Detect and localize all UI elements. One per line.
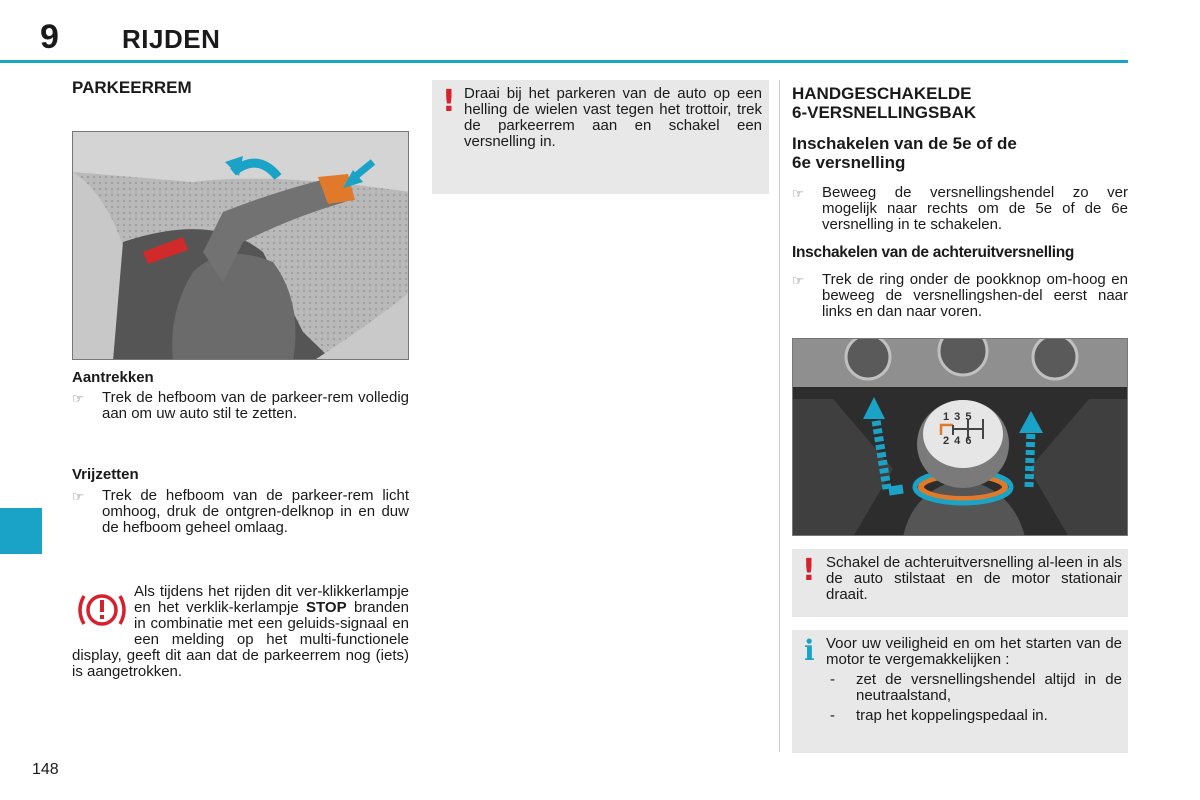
column-divider <box>779 80 780 752</box>
release-heading: Vrijzetten <box>72 466 139 483</box>
reverse-caution-text: Schakel de achteruitversnelling al-leen in als de auto stilstaat en de motor stationair draait. <box>826 554 1123 603</box>
release-step <box>72 488 409 536</box>
chapter-title: RIJDEN <box>122 24 221 54</box>
reverse-caution-box <box>792 549 1128 617</box>
knob-top-gears: 1 3 5 <box>943 411 973 423</box>
section-title-parking-brake: PARKEERREM <box>72 78 192 97</box>
gear-knob-photo <box>792 338 1128 536</box>
parking-caution-text: Draai bij het parkeren van de auto op een helling de wielen vast tegen het trottoir, trek de parkeerrem aan en schakel een versnelling in. <box>464 85 762 150</box>
stop-label: STOP <box>306 599 347 616</box>
brake-warning-block <box>72 584 409 680</box>
chapter-number: 9 <box>40 18 59 56</box>
list-item: - trap het koppelingspedaal in. <box>830 707 1048 724</box>
subheading-5th-6th-gear: Inschakelen van de 5e of de 6e versnelling <box>792 134 1017 172</box>
apply-step-text: Trek de hefboom van de parkeer-rem volledig aan om uw auto stil te zetten. <box>102 389 409 422</box>
release-step-text: Trek de hefboom van de parkeer-rem licht omhoog, druk de ontgren-delknop in en duw de hefboom geheel omlaag. <box>102 487 409 536</box>
reverse-gear-step <box>792 272 1128 320</box>
gear-5-6-step-text: Beweeg de versnellingshendel zo ver mogelijk naar rechts om de 5e of de 6e versnelling in te schakelen. <box>822 184 1128 233</box>
pointing-hand-icon: ☞ <box>792 186 804 201</box>
brake-warning-text: Als tijdens het rijden dit ver-klikkerlampje en het verklik-kerlampje STOP branden in combinatie met een geluids-signaal en een melding op het multi-functionele display, geeft dit aan dat de parkeerrem nog (iets) is aangetrokken. <box>72 583 409 680</box>
start-info-text: Voor uw veiligheid en om het starten van de motor te vergemakkelijken : <box>826 635 1122 668</box>
section-title-gearbox: HANDGESCHAKELDE 6-VERSNELLINGSBAK <box>792 84 977 122</box>
apply-step <box>72 390 409 422</box>
parking-caution-box <box>432 80 769 194</box>
gear-5-6-step <box>792 185 1128 233</box>
chapter-side-tab <box>0 508 42 554</box>
subheading-reverse-gear: Inschakelen van de achteruitversnelling <box>792 244 1075 261</box>
pointing-hand-icon: ☞ <box>72 489 84 504</box>
start-info-box <box>792 630 1128 753</box>
list-item: - zet de versnellingshendel altijd in de neutraalstand, <box>830 671 1122 704</box>
info-icon: i <box>804 634 815 667</box>
apply-heading: Aantrekken <box>72 369 154 386</box>
exclamation-icon: ! <box>442 84 456 119</box>
pointing-hand-icon: ☞ <box>72 391 84 406</box>
parking-brake-photo <box>72 131 409 360</box>
knob-bottom-gears: 2 4 6 <box>943 435 973 447</box>
pointing-hand-icon: ☞ <box>792 273 804 288</box>
header-rule <box>0 60 1128 63</box>
brake-warning-icon <box>72 584 134 638</box>
reverse-gear-step-text: Trek de ring onder de pookknop om-hoog en beweeg de versnellingshen-del eerst naar links en dan naar voren. <box>822 271 1128 320</box>
exclamation-icon: ! <box>802 553 816 588</box>
start-info-list <box>826 672 1122 724</box>
page-number: 148 <box>32 761 59 778</box>
